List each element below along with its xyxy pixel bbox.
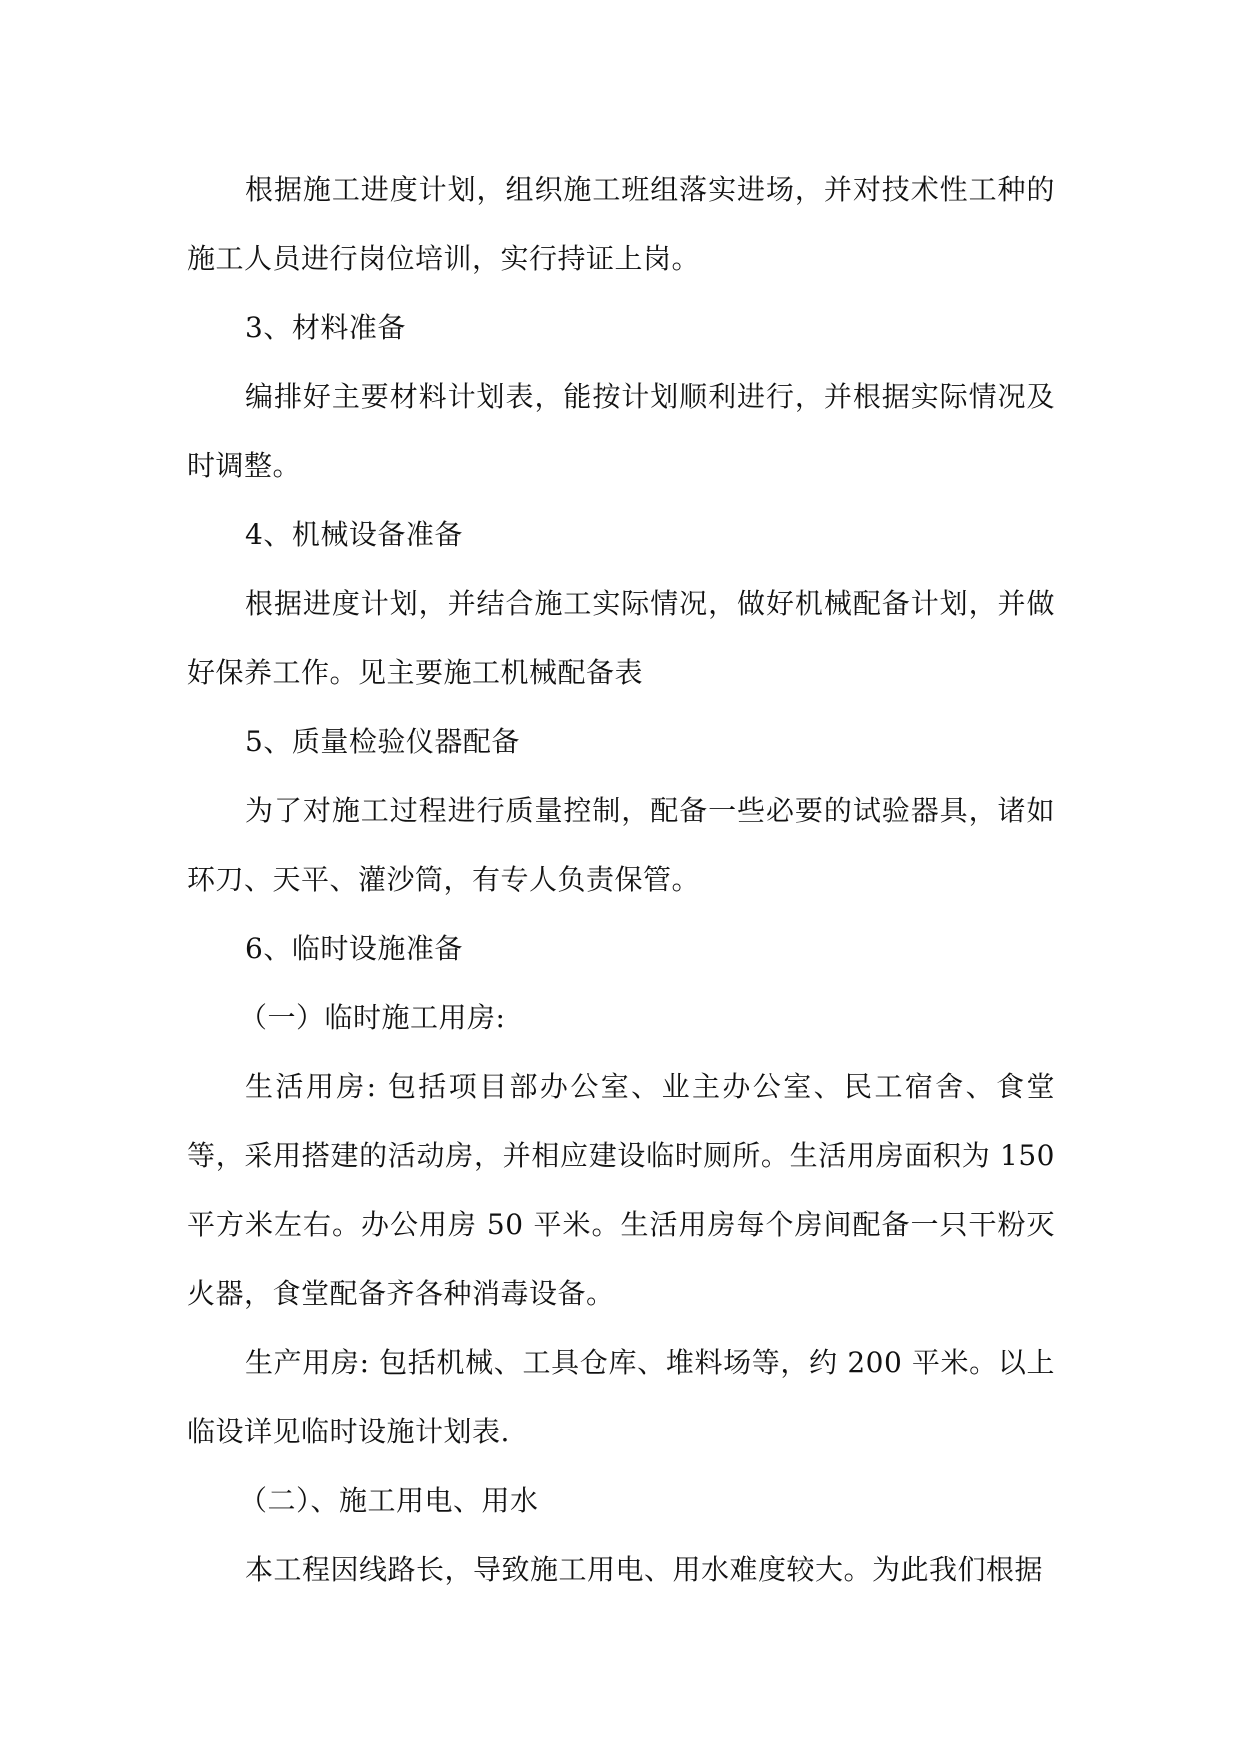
paragraph-quality-control: 为了对施工过程进行质量控制，配备一些必要的试验器具，诸如环刀、天平、灌沙筒，有专人负责保管。 (187, 794, 1055, 896)
paragraph-material-plan: 编排好主要材料计划表，能按计划顺利进行，并根据实际情况及时调整。 (187, 380, 1055, 482)
paragraph-living-housing: 生活用房: 包括项目部办公室、业主办公室、民工宿舍、食堂等，采用搭建的活动房，并相应建设临时厕所。生活用房面积为 150 平方米左右。办公用房 50 平米。生活用房每个房间配备一只干粉灭火器，食堂配备齐各种消毒设备。 (187, 1070, 1055, 1310)
paragraph-personnel-training: 根据施工进度计划，组织施工班组落实进场，并对技术性工种的施工人员进行岗位培训，实行持证上岗。 (187, 173, 1055, 275)
heading-quality-instruments: 5、质量检验仪器配备 (245, 725, 520, 758)
heading-temporary-facilities: 6、临时设施准备 (245, 932, 463, 965)
paragraph-production-housing: 生产用房: 包括机械、工具仓库、堆料场等，约 200 平米。以上临设详见临时设施计划表. (187, 1346, 1055, 1448)
document-body (187, 155, 1055, 1604)
paragraph-power-water: 本工程因线路长，导致施工用电、用水难度较大。为此我们根据 (245, 1553, 1044, 1586)
paragraph-machinery-plan: 根据进度计划，并结合施工实际情况，做好机械配备计划，并做好保养工作。见主要施工机械配备表 (187, 587, 1055, 689)
subheading-power-water: （二）、施工用电、用水 (239, 1484, 539, 1517)
heading-material-preparation: 3、材料准备 (245, 311, 406, 344)
heading-machinery-preparation: 4、机械设备准备 (245, 518, 463, 551)
subheading-temporary-housing: （一）临时施工用房: (239, 1001, 506, 1034)
